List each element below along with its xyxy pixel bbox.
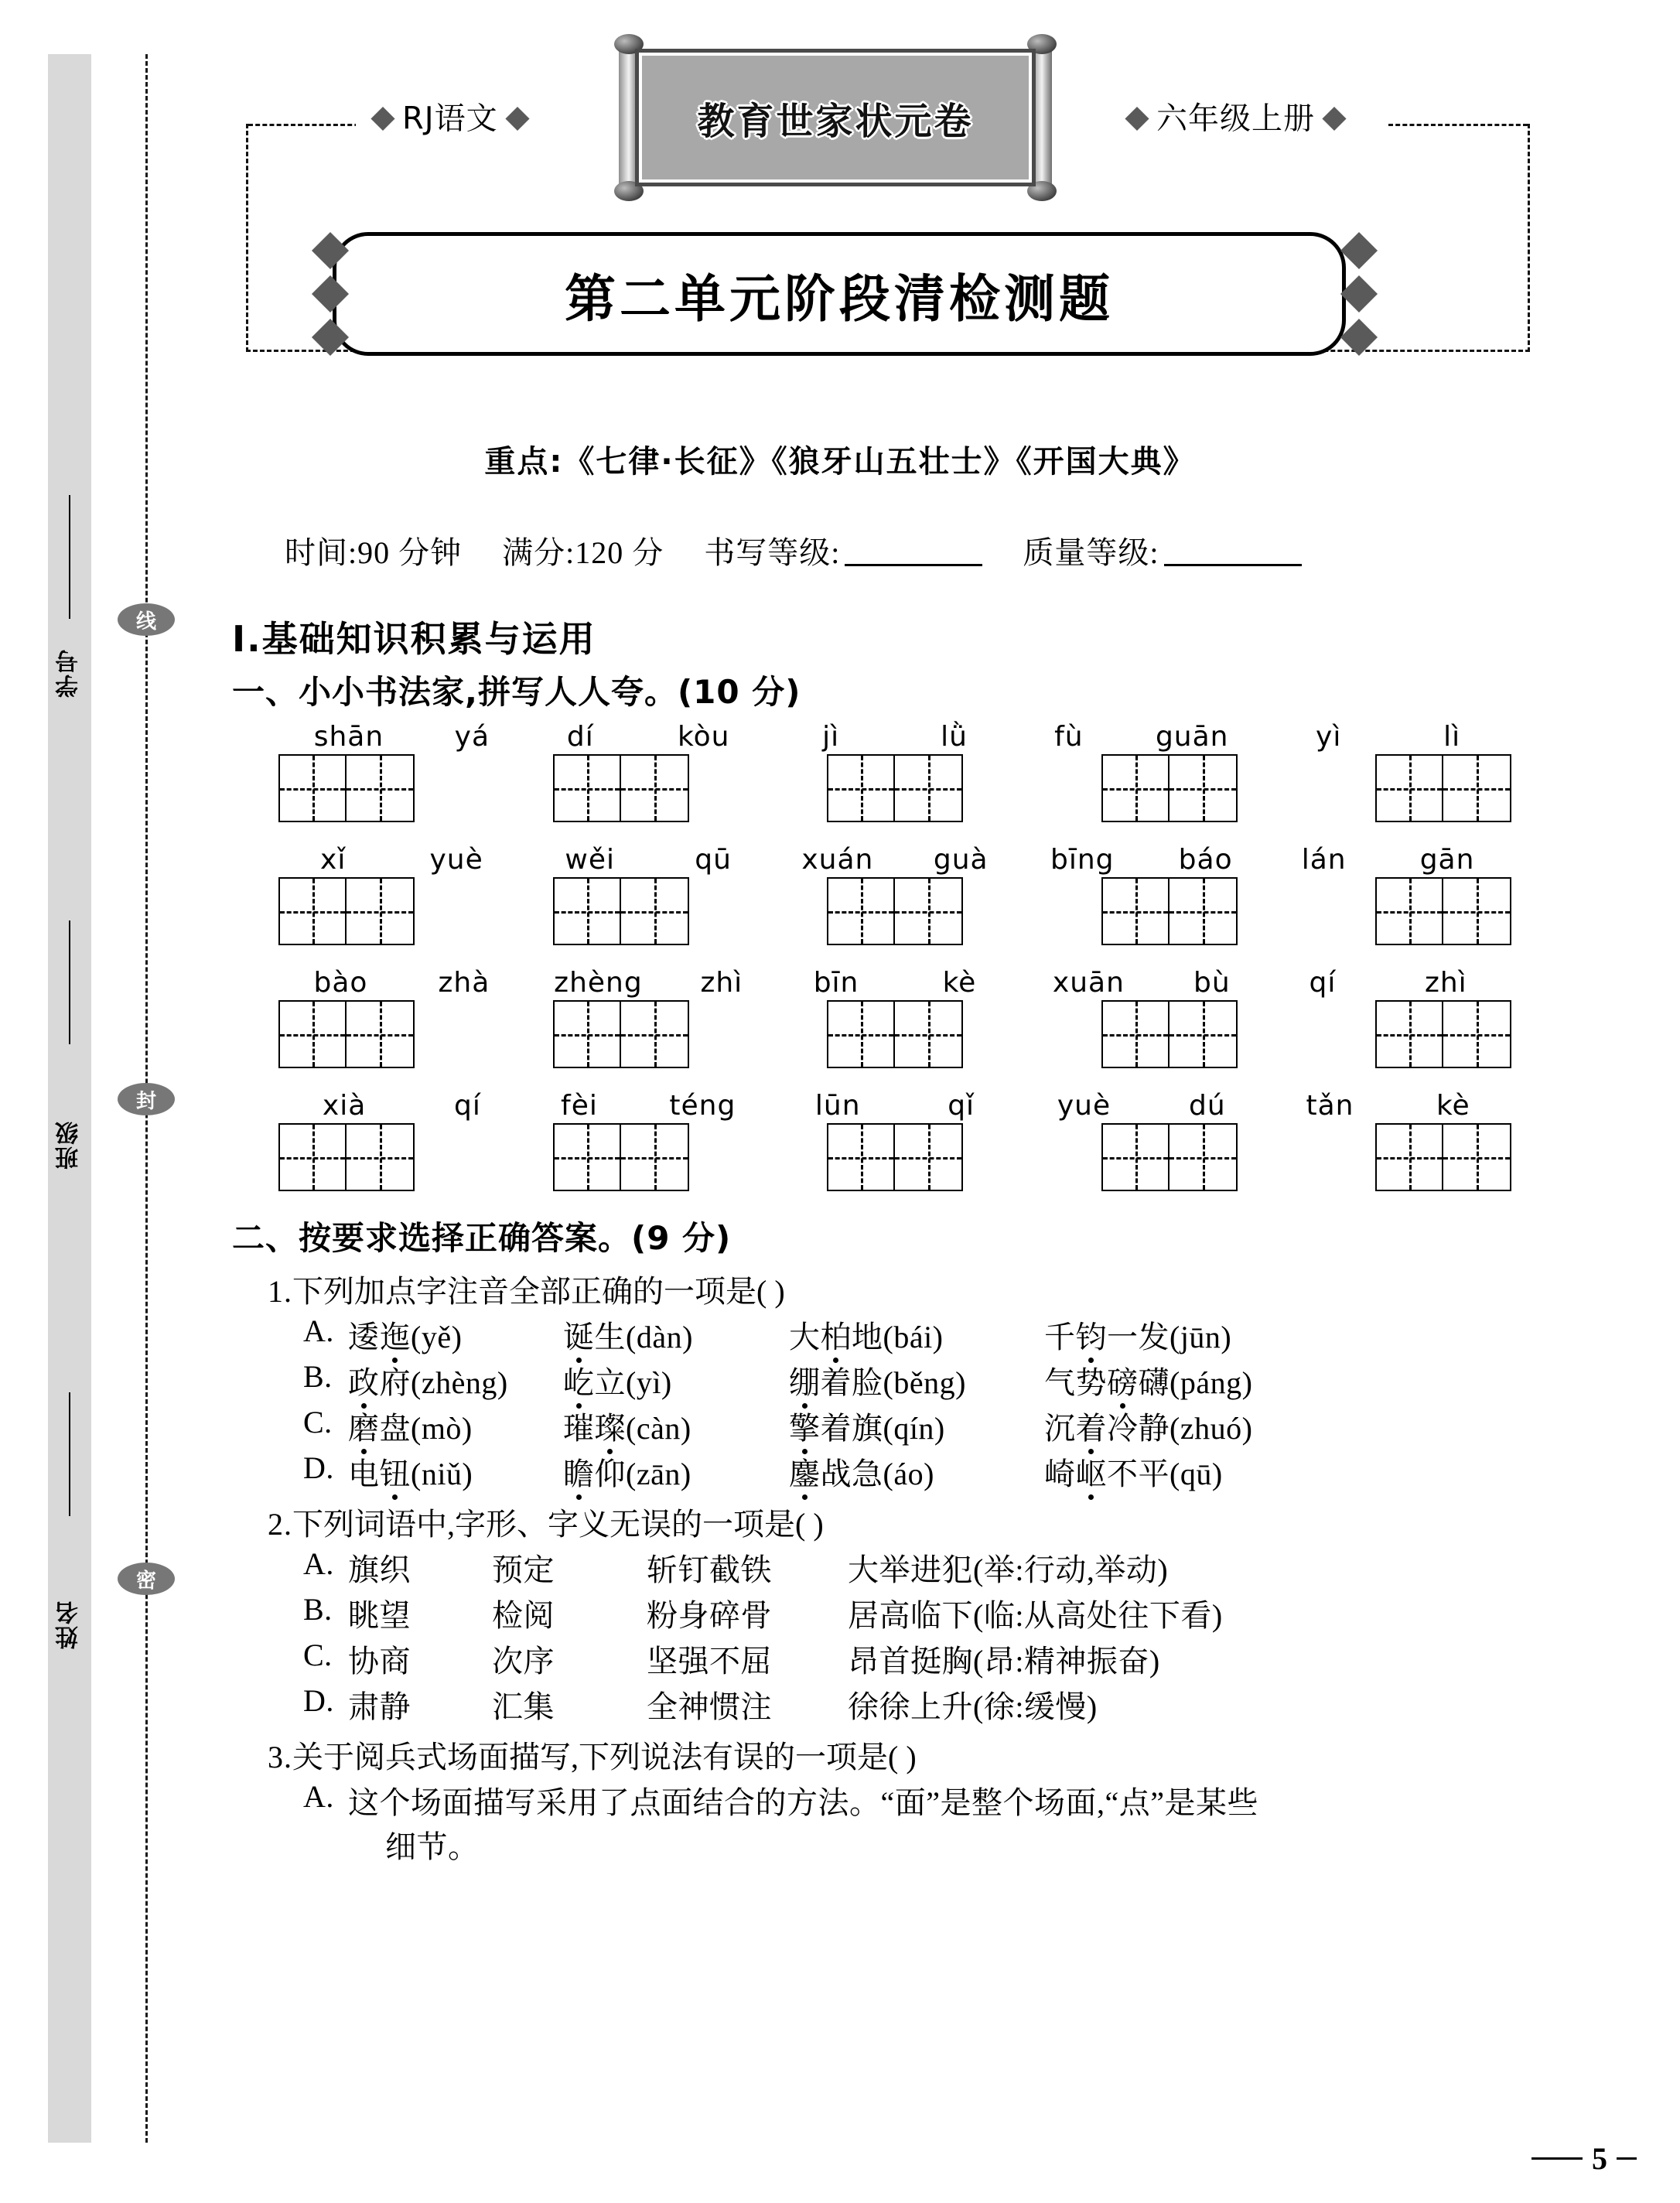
character-grid-pair [553, 877, 689, 945]
option-item [563, 1313, 789, 1357]
option-item-suffix: 冷静(zhuó) [1107, 1411, 1253, 1446]
pinyin-group [278, 844, 525, 876]
page-footer [1531, 2140, 1637, 2177]
sidebar-rule-class [69, 920, 70, 1044]
diamond-icon [1322, 107, 1346, 131]
pinyin-group [772, 721, 1019, 753]
option-item-emphasized-char: 政 [348, 1365, 380, 1400]
character-grid-cell[interactable] [1170, 754, 1238, 822]
option-item [563, 1450, 789, 1494]
question-number: 3. [268, 1740, 292, 1774]
option-item-suffix: 着旗(qín) [820, 1411, 945, 1446]
page-title: 第二单元阶段清检测题 [565, 268, 1114, 329]
option-item [1044, 1404, 1252, 1448]
character-grid-cell[interactable] [1375, 877, 1443, 945]
pinyin-group [525, 721, 772, 753]
pinyin-syllable: zhì [1424, 967, 1467, 999]
option-item-suffix: 礴(páng) [1138, 1365, 1253, 1400]
pinyin-syllable: báo [1178, 844, 1233, 876]
option-item [348, 1313, 563, 1357]
option-item [789, 1358, 1044, 1402]
banner-plate [639, 53, 1032, 183]
character-grid-row [232, 754, 1547, 822]
option-item [563, 1358, 789, 1402]
character-grid-pair [1375, 1000, 1511, 1068]
option-text-line: 细节。 [385, 1829, 480, 1864]
option-item [1044, 1450, 1223, 1494]
sidebar-rule-student-id [69, 495, 70, 619]
pinyin-syllable: xuán [801, 844, 874, 876]
header-grade-label: 六年级上册 [1156, 101, 1315, 137]
option-item-emphasized-char: 柏 [820, 1320, 852, 1354]
character-grid-cell[interactable] [347, 1000, 415, 1068]
option-item-suffix: 地(bái) [852, 1320, 944, 1354]
option-item-emphasized-char: 岖 [1075, 1457, 1107, 1491]
option-item-suffix: 立(yì) [594, 1365, 672, 1400]
pinyin-group [525, 967, 772, 999]
option-item: 协商 [348, 1644, 411, 1679]
pinyin-syllable: qí [454, 1090, 481, 1122]
option-item-emphasized-char: 磅 [1107, 1365, 1139, 1400]
option-item-suffix: 一发(jūn) [1107, 1320, 1232, 1354]
option-item-suffix: 生(dàn) [594, 1320, 693, 1354]
pinyin-syllable: wěi [565, 844, 616, 876]
page-number: 5 [1592, 2141, 1607, 2176]
option-item-suffix: (yě) [411, 1320, 463, 1354]
pinyin-syllable: lì [1443, 721, 1461, 753]
character-grid-cell[interactable] [1101, 1000, 1170, 1068]
quality-grade-label: 质量等级: [1023, 535, 1159, 570]
character-grid-pair [1375, 877, 1511, 945]
question-stem [268, 1733, 1547, 1777]
quality-grade-group [1023, 528, 1301, 572]
option-item: 预定 [492, 1552, 555, 1587]
option-item-prefix: 电 [348, 1457, 380, 1491]
character-grid-pair [1375, 1123, 1511, 1191]
scroll-rod-left [619, 45, 639, 190]
pinyin-syllable: yì [1316, 721, 1342, 753]
option-item-prefix: 璀 [563, 1411, 595, 1446]
pinyin-syllable: kòu [678, 721, 730, 753]
character-grid-cell[interactable] [553, 1000, 621, 1068]
pinyin-row [232, 1090, 1547, 1122]
option-row[interactable] [303, 1450, 1547, 1494]
character-grid-cell[interactable] [347, 877, 415, 945]
diamond-icon [312, 232, 349, 269]
option-item-suffix: (niǔ) [411, 1457, 473, 1491]
pinyin-syllable: kè [1436, 1090, 1470, 1122]
character-grid-cell[interactable] [827, 1123, 895, 1191]
banner-title: 教育世家状元卷 [697, 99, 974, 143]
option-row[interactable] [303, 1546, 1547, 1590]
option-label: A. [303, 1779, 334, 1814]
pinyin-group [772, 1090, 1019, 1122]
quality-grade-input[interactable] [1164, 564, 1302, 566]
character-grid-pair [1101, 1123, 1238, 1191]
question-number: 2. [268, 1507, 292, 1542]
option-row[interactable] [303, 1591, 1547, 1635]
option-row[interactable] [303, 1637, 1547, 1681]
character-grid-cell[interactable] [827, 877, 895, 945]
character-grid-cell[interactable] [278, 1123, 347, 1191]
character-grid-cell[interactable] [1443, 1000, 1511, 1068]
page-title-capsule [333, 232, 1346, 356]
option-item-emphasized-char: 诞 [563, 1320, 595, 1354]
option-item [348, 1450, 563, 1494]
option-label: D. [303, 1450, 334, 1485]
handwriting-grade-label: 书写等级: [704, 535, 841, 570]
option-row[interactable] [303, 1358, 1547, 1402]
scroll-rod-right [1032, 45, 1052, 190]
character-grid-cell[interactable] [621, 754, 689, 822]
character-grid-cell[interactable] [827, 1000, 895, 1068]
header-grade-tag [1110, 94, 1361, 138]
option-label: D. [303, 1683, 334, 1718]
question-stem [268, 1267, 1547, 1311]
character-grid-cell[interactable] [347, 754, 415, 822]
option-item-prefix: 千 [1044, 1320, 1076, 1354]
character-grid-pair [278, 1123, 415, 1191]
option-text [348, 1778, 1547, 1867]
option-item: 居高临下(临:从高处往下看) [848, 1598, 1223, 1633]
option-item [1044, 1358, 1252, 1402]
character-grid-cell[interactable] [1375, 1123, 1443, 1191]
option-item [789, 1313, 1044, 1357]
option-row[interactable] [303, 1313, 1547, 1357]
character-grid-cell[interactable] [553, 754, 621, 822]
pinyin-syllable: guà [933, 844, 989, 876]
exam-time: 时间:90 分钟 [285, 535, 463, 570]
option-item: 汇集 [492, 1689, 555, 1724]
option-item: 昂首挺胸(昂:精神振奋) [848, 1644, 1160, 1679]
option-item: 眺望 [348, 1598, 411, 1633]
pinyin-syllable: fù [1054, 721, 1084, 753]
option-item-suffix: (càn) [626, 1411, 691, 1446]
section-one-heading: 一、小小书法家,拼写人人夸。(10 分) [232, 673, 801, 711]
sidebar-field-class: 班级 [56, 1120, 83, 1170]
character-grid-cell[interactable] [621, 877, 689, 945]
option-item [348, 1358, 563, 1402]
diamond-icon [370, 107, 394, 131]
title-diamond-group-left [317, 233, 343, 355]
question-text: 下列词语中,字形、字义无误的一项是( ) [292, 1507, 824, 1542]
pinyin-syllable: dú [1189, 1090, 1226, 1122]
pinyin-syllable: yuè [1057, 1090, 1111, 1122]
pinyin-group [1018, 721, 1265, 753]
pinyin-group [1018, 1090, 1265, 1122]
option-item: 次序 [492, 1644, 555, 1679]
option-item: 肃静 [348, 1689, 411, 1724]
seal-badge-feng: 封 [118, 1083, 175, 1115]
option-row[interactable] [303, 1778, 1547, 1867]
character-grid-row [232, 1123, 1547, 1191]
footer-rule-left [1531, 2157, 1583, 2160]
diamond-icon [1340, 275, 1378, 313]
diamond-icon [505, 107, 529, 131]
character-grid-pair [278, 1000, 415, 1068]
pinyin-group [525, 844, 772, 876]
scroll-cap-icon [614, 34, 644, 54]
pinyin-group [1265, 967, 1511, 999]
pinyin-group [278, 1090, 525, 1122]
pinyin-syllable: yuè [429, 844, 483, 876]
character-grid-cell[interactable] [278, 877, 347, 945]
pinyin-row [232, 721, 1547, 753]
pinyin-writing-grid [232, 721, 1547, 1191]
pinyin-syllable: jì [822, 721, 840, 753]
diamond-icon [312, 275, 349, 313]
option-item-suffix: 盘(mò) [379, 1411, 473, 1446]
character-grid-pair [278, 877, 415, 945]
option-item: 旗织 [348, 1552, 411, 1587]
pinyin-syllable: bīng [1050, 844, 1115, 876]
option-item-emphasized-char: 瞻 [563, 1457, 595, 1491]
option-item-emphasized-char: 鏖 [789, 1457, 821, 1491]
exam-meta-line [285, 528, 1522, 572]
character-grid-cell[interactable] [278, 1000, 347, 1068]
character-grid-pair [278, 754, 415, 822]
option-item: 坚强不屈 [647, 1644, 772, 1679]
character-grid-cell[interactable] [278, 754, 347, 822]
pinyin-syllable: xuān [1052, 967, 1125, 999]
footer-rule-right [1617, 2157, 1637, 2160]
character-grid-pair [827, 877, 963, 945]
option-item-suffix: 不平(qū) [1107, 1457, 1223, 1491]
pinyin-syllable: zhì [700, 967, 743, 999]
character-grid-pair [553, 1123, 689, 1191]
option-item-emphasized-char: 绷 [789, 1365, 821, 1400]
pinyin-syllable: fèi [561, 1090, 598, 1122]
character-grid-cell[interactable] [1101, 877, 1170, 945]
question-number: 1. [268, 1274, 292, 1309]
exam-content [232, 611, 1547, 1868]
option-item-emphasized-char: 迤 [379, 1320, 411, 1354]
option-item [348, 1404, 563, 1448]
pinyin-group [1018, 967, 1265, 999]
option-item-suffix: 仰(zān) [594, 1457, 691, 1491]
pinyin-group [278, 967, 525, 999]
option-item: 检阅 [492, 1598, 555, 1633]
option-item-emphasized-char: 屹 [563, 1365, 595, 1400]
character-grid-row [232, 877, 1547, 945]
character-grid-pair [1101, 1000, 1238, 1068]
option-text-line: 这个场面描写采用了点面结合的方法。“面”是整个场面,“点”是某些 [348, 1785, 1259, 1820]
character-grid-pair [553, 754, 689, 822]
header-subject-label: RJ语文 [402, 101, 498, 137]
pinyin-group [1018, 844, 1265, 876]
character-grid-pair [1101, 877, 1238, 945]
character-grid-cell[interactable] [895, 877, 963, 945]
pinyin-syllable: tǎn [1306, 1090, 1354, 1122]
diamond-icon [1340, 319, 1378, 356]
option-item [789, 1404, 1044, 1448]
pinyin-syllable: qí [1309, 967, 1337, 999]
character-grid-cell[interactable] [1375, 1000, 1443, 1068]
character-grid-cell[interactable] [553, 877, 621, 945]
pinyin-syllable: qǐ [948, 1090, 975, 1122]
handwriting-grade-group [704, 528, 982, 572]
option-row[interactable] [303, 1682, 1547, 1727]
multiple-choice-block [232, 1267, 1547, 1867]
option-item: 全神惯注 [647, 1689, 772, 1724]
character-grid-pair [553, 1000, 689, 1068]
pinyin-row [232, 967, 1547, 999]
option-item [789, 1450, 1044, 1494]
option-item-prefix: 气势 [1044, 1365, 1107, 1400]
part-one-heading: Ⅰ.基础知识积累与运用 [232, 618, 596, 660]
sidebar-field-name: 姓名 [56, 1600, 83, 1649]
pinyin-syllable: bù [1193, 967, 1231, 999]
character-grid-cell[interactable] [1101, 754, 1170, 822]
character-grid-cell[interactable] [1170, 1123, 1238, 1191]
pinyin-row [232, 844, 1547, 876]
pinyin-syllable: lūn [814, 1090, 861, 1122]
pinyin-syllable: bào [313, 967, 368, 999]
option-label: B. [303, 1592, 333, 1627]
pinyin-syllable: gān [1419, 844, 1475, 876]
option-label: C. [303, 1405, 333, 1440]
option-item-prefix: 大 [789, 1320, 821, 1354]
pinyin-syllable: lǜ [941, 721, 968, 753]
character-grid-cell[interactable] [621, 1000, 689, 1068]
diamond-icon [312, 319, 349, 356]
option-item-emphasized-char: 璨 [594, 1411, 626, 1446]
scroll-cap-icon [614, 181, 644, 201]
character-grid-cell[interactable] [895, 1000, 963, 1068]
pinyin-syllable: téng [669, 1090, 736, 1122]
option-item-emphasized-char: 钧 [1075, 1320, 1107, 1354]
option-item: 斩钉截铁 [647, 1552, 772, 1587]
diamond-icon [1340, 232, 1378, 269]
option-item-suffix: 府(zhèng) [379, 1365, 508, 1400]
pinyin-syllable: shān [313, 721, 384, 753]
character-grid-pair [827, 754, 963, 822]
title-diamond-group-right [1346, 233, 1372, 355]
option-item: 徐徐上升(徐:缓慢) [848, 1689, 1098, 1724]
scroll-banner [619, 45, 1052, 190]
character-grid-cell[interactable] [347, 1123, 415, 1191]
option-item-suffix: 着脸(běng) [820, 1365, 966, 1400]
pinyin-syllable: xǐ [320, 844, 347, 876]
option-label: B. [303, 1359, 333, 1394]
option-item-emphasized-char: 磨 [348, 1411, 380, 1446]
pinyin-syllable: guān [1155, 721, 1229, 753]
header-subject-tag [356, 94, 545, 138]
pinyin-syllable: kè [942, 967, 977, 999]
character-grid-cell[interactable] [895, 754, 963, 822]
option-item-emphasized-char: 着 [1075, 1411, 1107, 1446]
option-item [1044, 1313, 1231, 1357]
pinyin-group [772, 844, 1019, 876]
option-item-prefix: 逶 [348, 1320, 380, 1354]
character-grid-pair [827, 1000, 963, 1068]
character-grid-cell[interactable] [621, 1123, 689, 1191]
option-row[interactable] [303, 1404, 1547, 1448]
pinyin-syllable: zhèng [554, 967, 643, 999]
pinyin-syllable: lán [1301, 844, 1347, 876]
pinyin-group [525, 1090, 772, 1122]
option-label: A. [303, 1313, 334, 1348]
character-grid-cell[interactable] [1443, 1123, 1511, 1191]
seal-badge-mi: 密 [118, 1563, 175, 1595]
pinyin-group [1265, 844, 1511, 876]
handwriting-grade-input[interactable] [845, 564, 982, 566]
character-grid-cell[interactable] [827, 754, 895, 822]
question-stem [268, 1500, 1547, 1544]
pinyin-syllable: dí [566, 721, 594, 753]
character-grid-cell[interactable] [1375, 754, 1443, 822]
character-grid-cell[interactable] [1443, 754, 1511, 822]
seal-badge-xian: 线 [118, 603, 175, 636]
pinyin-syllable: zhà [438, 967, 490, 999]
character-grid-cell[interactable] [553, 1123, 621, 1191]
pinyin-group [1265, 721, 1511, 753]
pinyin-group [1265, 1090, 1511, 1122]
option-item-prefix: 崎 [1044, 1457, 1076, 1491]
section-two-heading: 二、按要求选择正确答案。(9 分) [232, 1219, 732, 1257]
character-grid-pair [1375, 754, 1511, 822]
character-grid-row [232, 1000, 1547, 1068]
character-grid-cell[interactable] [895, 1123, 963, 1191]
pinyin-syllable: bīn [813, 967, 859, 999]
scroll-cap-icon [1027, 34, 1057, 54]
pinyin-syllable: qū [695, 844, 732, 876]
sidebar-field-student-id: 学号 [56, 648, 83, 698]
option-item-prefix: 沉 [1044, 1411, 1076, 1446]
pinyin-syllable: yá [454, 721, 490, 753]
option-label: C. [303, 1638, 333, 1672]
pinyin-group [278, 721, 525, 753]
character-grid-pair [1101, 754, 1238, 822]
character-grid-cell[interactable] [1170, 1000, 1238, 1068]
character-grid-cell[interactable] [1101, 1123, 1170, 1191]
scroll-cap-icon [1027, 181, 1057, 201]
option-label: A. [303, 1546, 334, 1581]
option-item: 粉身碎骨 [647, 1598, 772, 1633]
pinyin-syllable: xià [322, 1090, 367, 1122]
character-grid-cell[interactable] [1170, 877, 1238, 945]
question-text: 下列加点字注音全部正确的一项是( ) [292, 1274, 785, 1309]
option-item: 大举进犯(举:行动,举动) [848, 1552, 1169, 1587]
character-grid-cell[interactable] [1443, 877, 1511, 945]
exam-total-score: 满分:120 分 [502, 535, 664, 570]
option-item-suffix: 战急(áo) [820, 1457, 934, 1491]
pinyin-group [772, 967, 1019, 999]
character-grid-pair [827, 1123, 963, 1191]
option-item-emphasized-char: 钮 [379, 1457, 411, 1491]
option-item [563, 1404, 789, 1448]
option-item-emphasized-char: 擎 [789, 1411, 821, 1446]
key-points-line: 重点:《七律·长征》《狼牙山五壮士》《开国大典》 [484, 444, 1196, 480]
diamond-icon [1125, 107, 1149, 131]
sidebar-rule-name [69, 1392, 70, 1516]
question-text: 关于阅兵式场面描写,下列说法有误的一项是( ) [292, 1740, 917, 1774]
